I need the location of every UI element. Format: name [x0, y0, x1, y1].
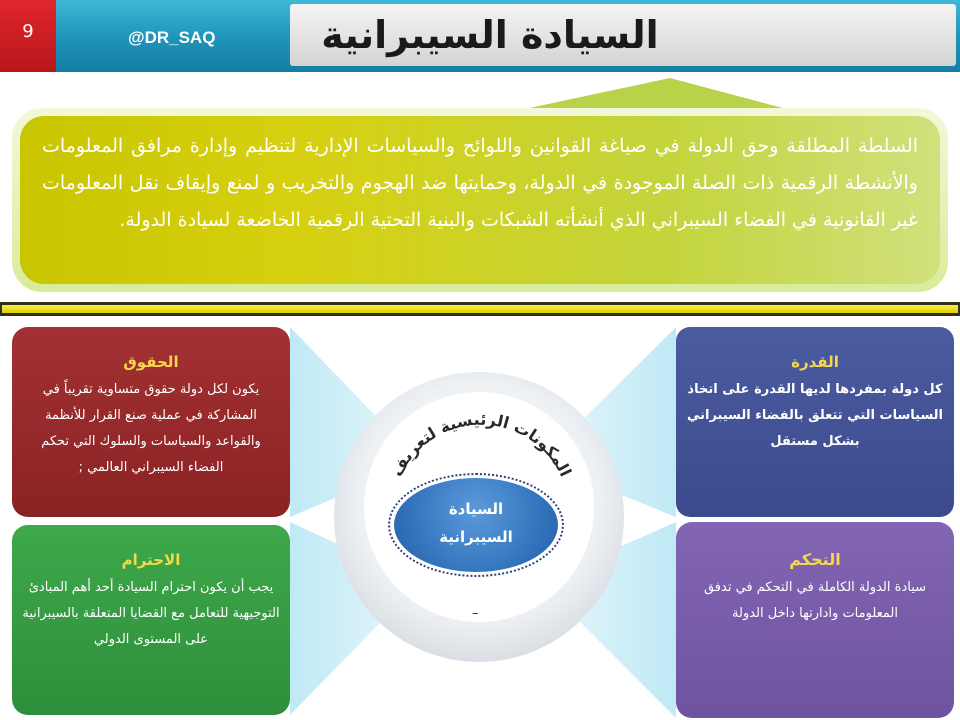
center-dash: – [472, 606, 479, 621]
slide-header [0, 0, 960, 72]
slide-title: السيادة السيبرانية [321, 13, 659, 57]
component-respect [12, 525, 290, 715]
rights-title: الحقوق [123, 353, 179, 371]
power-title: القدرة [791, 353, 839, 371]
callout-pointer [520, 78, 790, 110]
definition-callout [12, 108, 948, 292]
center-label-line1: السيادة [448, 500, 504, 518]
definition-text: السلطة المطلقة وحق الدولة في صياغة القوانين واللوائح والسياسات الإدارية لتنظيم وإدارة مرافق المعلومات والأنشطة الرقمية ذات الصلة الموجودة في الدولة، وحمايتها ضد الهجوم والتخريب و لمنع وإيقاف نقل المعلومات غير القانونية في الفضاء السيبراني الذي أنشأته الشبكات والبنية التحتية الرقمية الخاضعة لسيادة الدولة. [42, 135, 918, 231]
separator-bar [0, 302, 960, 316]
component-rights [12, 327, 290, 517]
component-control [676, 522, 954, 718]
page-number: 9 [22, 21, 34, 42]
control-text: سيادة الدولة الكاملة في التحكم في تدفق المعلومات وادارتها داخل الدولة [703, 580, 927, 621]
respect-text: يجب أن يكون احترام السيادة أحد أهم المبادئ التوجيهية للتعامل مع القضايا المتعلقة بالسيبرانية على المستوى الدولي [22, 580, 280, 647]
center-oval [394, 478, 558, 572]
power-text: كل دولة بمفردها لديها القدرة على اتخاذ السياسات التي تتعلق بالفضاء السيبراني بشكل مستقل [686, 382, 944, 449]
rights-text: يكون لكل دولة حقوق متساوية تقريباً في المشاركة في عملية صنع القرار للأنظمة والقواعد والسياسات والسلوك التي تحكم الفضاء السيبراني العالمي ; [41, 382, 261, 475]
arc-label [387, 410, 575, 480]
respect-title: الاحترام [121, 551, 181, 569]
separator-fill [2, 305, 958, 313]
component-power [676, 327, 954, 517]
arc-label-path: المكونات الرئيسية لتعريف [386, 409, 576, 480]
page-number-badge [0, 0, 56, 72]
author-handle: @DR_SAQ [128, 28, 216, 47]
definition-panel [20, 116, 940, 284]
control-title: التحكم [789, 550, 841, 569]
center-label-line2: السيبرانية [439, 528, 513, 546]
title-panel [290, 4, 956, 66]
